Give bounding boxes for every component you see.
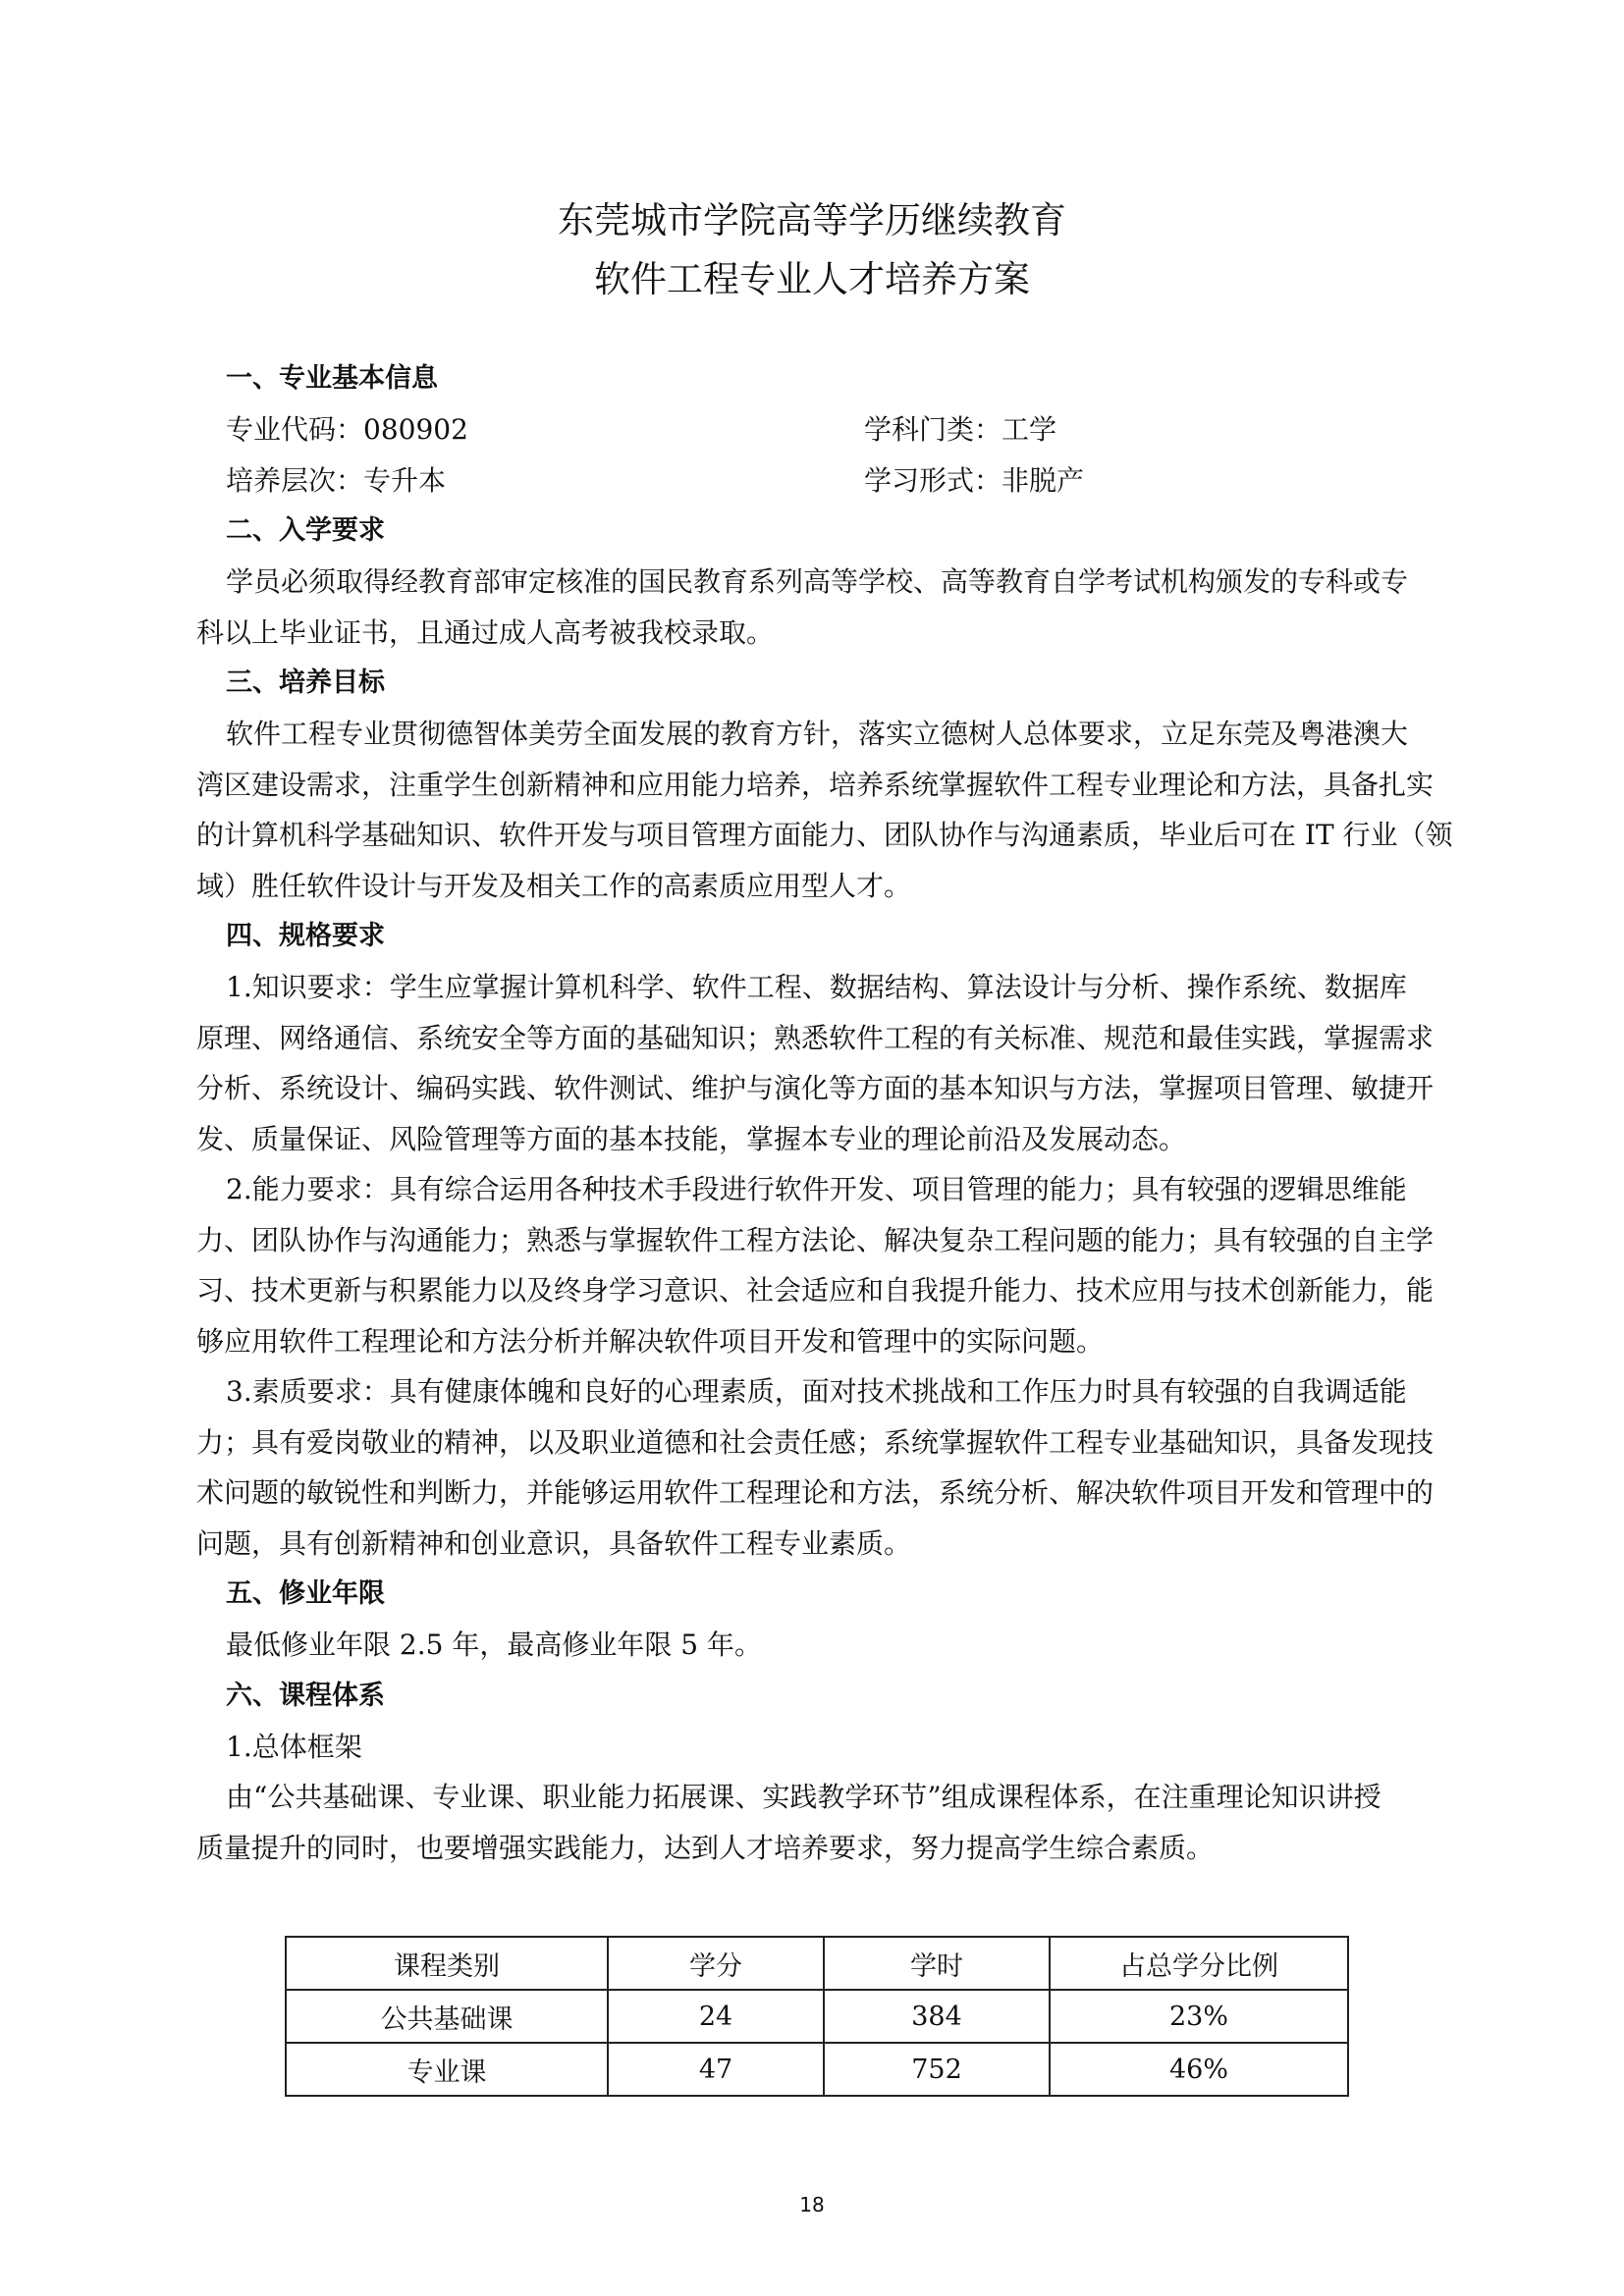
table-header-cell: 占总学分比例 bbox=[1050, 1937, 1348, 1990]
section-heading-requirements: 四、规格要求 bbox=[226, 921, 385, 951]
admission-paragraph bbox=[196, 557, 1463, 658]
table-cell: 公共基础课 bbox=[286, 1990, 608, 2043]
training-level: 培养层次：专升本 bbox=[226, 463, 447, 497]
objectives-line-3: 的计算机科学基础知识、软件开发与项目管理方面能力、团队协作与沟通素质，毕业后可在 IT 行业（领 bbox=[196, 819, 1453, 851]
credit-table bbox=[285, 1936, 1349, 2097]
knowledge-line-3: 分析、系统设计、编码实践、软件测试、维护与演化等方面的基本知识与方法，掌握项目管理、敏捷开 bbox=[196, 1072, 1435, 1104]
study-mode: 学习形式：非脱产 bbox=[864, 463, 1085, 497]
table-row bbox=[286, 1990, 1348, 2043]
section-heading-objectives: 三、培养目标 bbox=[226, 667, 385, 698]
duration-line: 最低修业年限 2.5 年，最高修业年限 5 年。 bbox=[226, 1629, 762, 1661]
quality-requirements bbox=[196, 1366, 1463, 1569]
table-row bbox=[286, 2043, 1348, 2096]
table-cell: 384 bbox=[824, 1990, 1050, 2043]
objectives-paragraph bbox=[196, 709, 1463, 911]
admission-line-1: 学员必须取得经教育部审定核准的国民教育系列高等学校、高等教育自学考试机构颁发的专科或专 bbox=[226, 565, 1409, 598]
knowledge-line-1: 1.知识要求：学生应掌握计算机科学、软件工程、数据结构、算法设计与分析、操作系统、数据库 bbox=[226, 971, 1407, 1003]
ability-line-1: 2.能力要求：具有综合运用各种技术手段进行软件开发、项目管理的能力；具有较强的逻辑思维能 bbox=[226, 1173, 1407, 1205]
info-row-2 bbox=[226, 455, 1463, 507]
knowledge-line-4: 发、质量保证、风险管理等方面的基本技能，掌握本专业的理论前沿及发展动态。 bbox=[196, 1122, 1187, 1155]
section-heading-curriculum: 六、课程体系 bbox=[226, 1680, 385, 1711]
table-header-cell: 学分 bbox=[608, 1937, 824, 1990]
knowledge-line-2: 原理、网络通信、系统安全等方面的基础知识；熟悉软件工程的有关标准、规范和最佳实践，掌握需求 bbox=[196, 1021, 1435, 1054]
table-cell: 23% bbox=[1050, 1990, 1348, 2043]
info-row-1 bbox=[226, 404, 1463, 455]
admission-line-2: 科以上毕业证书，且通过成人高考被我校录取。 bbox=[196, 615, 775, 649]
document-title-line2: 软件工程专业人才培养方案 bbox=[594, 258, 1030, 300]
table-header-cell: 学时 bbox=[824, 1937, 1050, 1990]
ability-line-3: 习、技术更新与积累能力以及终身学习意识、社会适应和自我提升能力、技术应用与技术创新能力，能 bbox=[196, 1274, 1435, 1307]
table-cell: 46% bbox=[1050, 2043, 1348, 2096]
quality-line-2: 力；具有爱岗敬业的精神，以及职业道德和社会责任感；系统掌握软件工程专业基础知识，具备发现技 bbox=[196, 1425, 1435, 1459]
objectives-line-4: 域）胜任软件设计与开发及相关工作的高素质应用型人才。 bbox=[196, 869, 912, 902]
curriculum-paragraph bbox=[196, 1772, 1463, 1873]
quality-line-4: 问题，具有创新精神和创业意识，具备软件工程专业素质。 bbox=[196, 1526, 912, 1560]
quality-line-3: 术问题的敏锐性和判断力，并能够运用软件工程理论和方法，系统分析、解决软件项目开发和管理中的 bbox=[196, 1476, 1435, 1509]
objectives-line-1: 软件工程专业贯彻德智体美劳全面发展的教育方针，落实立德树人总体要求，立足东莞及粤港澳大 bbox=[226, 718, 1409, 750]
section-heading-basic-info: 一、专业基本信息 bbox=[226, 363, 438, 394]
knowledge-requirements bbox=[196, 962, 1463, 1164]
curriculum-line-2: 质量提升的同时，也要增强实践能力，达到人才培养要求，努力提高学生综合素质。 bbox=[196, 1831, 1215, 1864]
table-header-row bbox=[286, 1937, 1348, 1990]
section-heading-duration: 五、修业年限 bbox=[226, 1578, 385, 1609]
curriculum-line-1: 由“公共基础课、专业课、职业能力拓展课、实践教学环节”组成课程体系，在注重理论知识讲授 bbox=[226, 1781, 1381, 1813]
major-code: 专业代码：080902 bbox=[226, 413, 468, 446]
section-heading-admission: 二、入学要求 bbox=[226, 515, 385, 546]
table-cell: 24 bbox=[608, 1990, 824, 2043]
table-cell: 752 bbox=[824, 2043, 1050, 2096]
document-body bbox=[196, 353, 1463, 1873]
objectives-line-2: 湾区建设需求，注重学生创新精神和应用能力培养，培养系统掌握软件工程专业理论和方法，具备扎实 bbox=[196, 768, 1435, 801]
table-cell: 47 bbox=[608, 2043, 824, 2096]
discipline-category: 学科门类：工学 bbox=[864, 413, 1057, 446]
table-cell: 专业课 bbox=[286, 2043, 608, 2096]
quality-line-1: 3.素质要求：具有健康体魄和良好的心理素质，面对技术挑战和工作压力时具有较强的自我调适能 bbox=[226, 1375, 1407, 1408]
ability-line-4: 够应用软件工程理论和方法分析并解决软件项目开发和管理中的实际问题。 bbox=[196, 1324, 1105, 1358]
ability-requirements bbox=[196, 1164, 1463, 1366]
ability-line-2: 力、团队协作与沟通能力；熟悉与掌握软件工程方法论、解决复杂工程问题的能力；具有较强的自主学 bbox=[196, 1223, 1435, 1256]
document-title-line1: 东莞城市学院高等学历继续教育 bbox=[558, 199, 1066, 241]
curriculum-subheading: 1.总体框架 bbox=[226, 1730, 362, 1763]
page-number: 18 bbox=[799, 2193, 825, 2216]
table-header-cell: 课程类别 bbox=[286, 1937, 608, 1990]
